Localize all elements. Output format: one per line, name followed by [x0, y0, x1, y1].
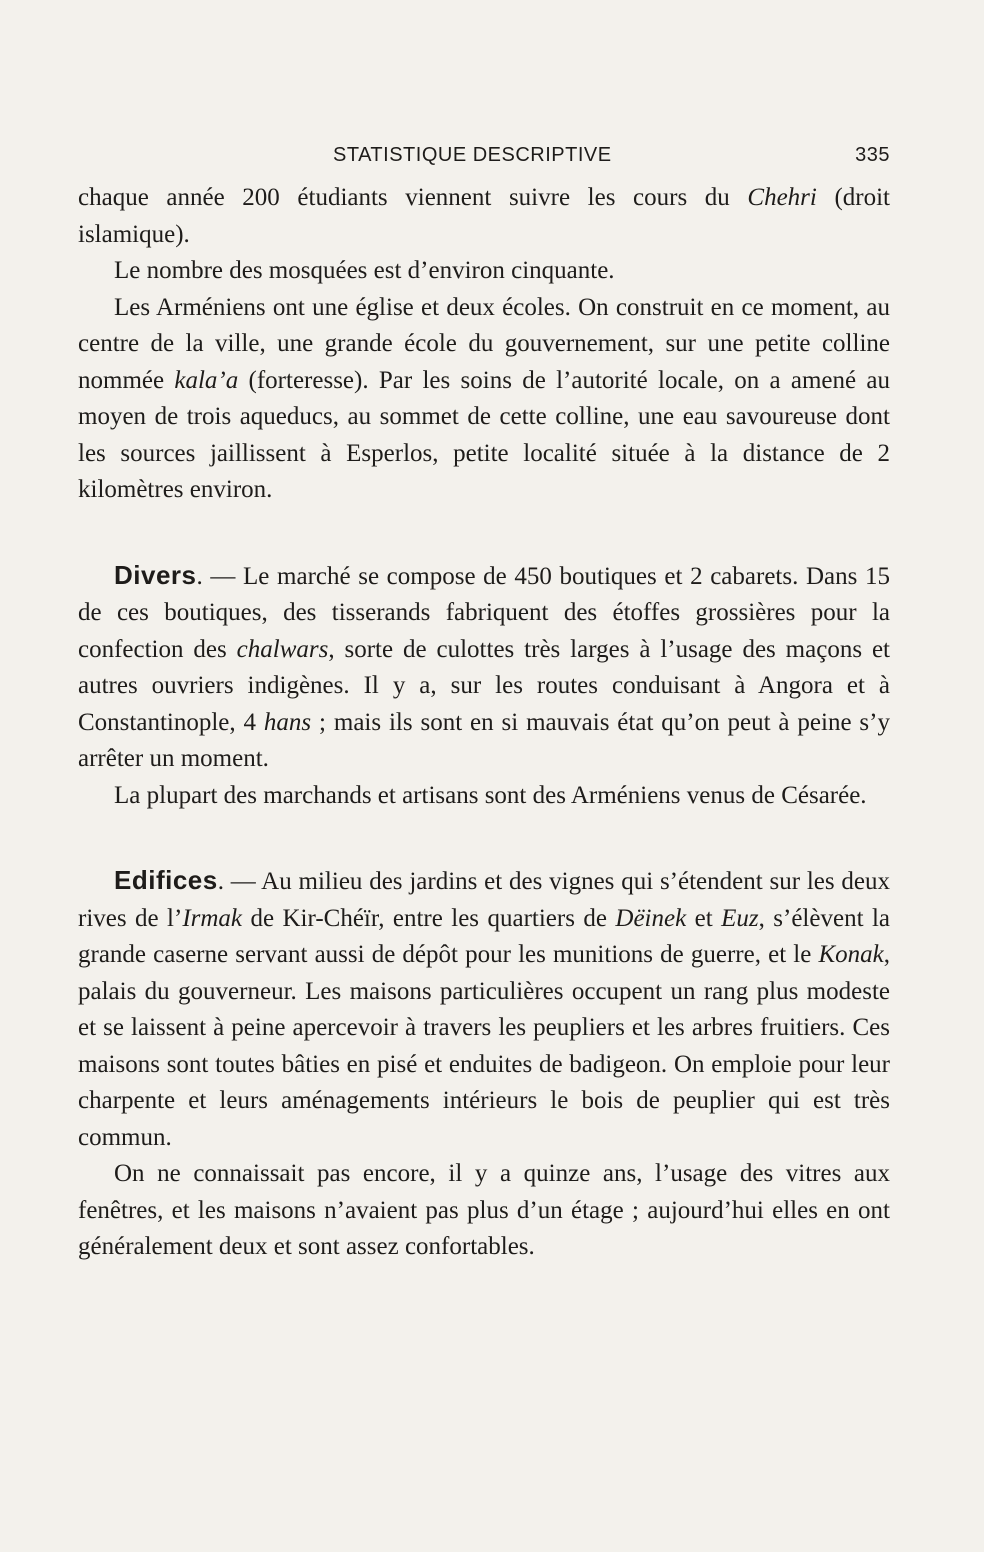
running-title: STATISTIQUE DESCRIPTIVE [333, 144, 612, 166]
paragraph-continuation: chaque année 200 étudiants viennent suivre les cours du Chehri (droit islamique). [78, 184, 891, 248]
paragraph-mosques: Le nombre des mosquées est d’environ cinquante. [114, 257, 615, 284]
page [78, 140, 890, 1266]
paragraph-marchands: La plupart des marchands et artisans sont des Arméniens venus de Césarée. [114, 781, 867, 809]
page-number: 335 [855, 144, 890, 166]
section-heading-divers: Divers [114, 559, 197, 590]
running-header [78, 140, 890, 180]
paragraph-vitres: On ne connaissait pas encore, il y a quinze ans, l’usage des vitres aux fenêtres, et les maisons n’avaient pas plus d’un étage ; aujourd’hui elles en ont généralement deux et sont assez confortables. [78, 1160, 890, 1260]
section-heading-edifices: Edifices [114, 865, 218, 895]
paragraph-armeniens: Les Arméniens ont une église et deux écoles. On construit en ce moment, au centre de la ville, une grande école du gouvernement, sur une petite colline nommée kala’a (forteresse). Par les soins de l’autorité locale, on a amené au moyen de trois aqueducs, au sommet de cette colline, une eau savoureuse dont les sources jaillissent à Esperlos, petite localité située à la distance de 2 kilomètres environ. [78, 293, 890, 503]
paragraph-edifices: Edifices. — Au milieu des jardins et des vignes qui s’étendent sur les deux rives de l’Irmak de Kir-Chéïr, entre les quartiers de Dëinek et Euz, s’élèvent la grande caserne servant aussi de dépôt pour les munitions de guerre, et le Konak, palais du gouverneur. Les maisons particulières occupent un rang plus modeste et se laissent à peine apercevoir à travers les peupliers et les arbres fruitiers. Ces maisons sont toutes bâties en pisé et enduites de badigeon. On emploie pour leur charpente et leurs aménagements intérieurs le bois de peuplier qui est très commun. [78, 865, 890, 1151]
paragraph-divers: Divers. — Le marché se compose de 450 boutiques et 2 cabarets. Dans 15 de ces boutiques, des tisserands fabriquent des étoffes grossières pour la confection des chalwars, sorte de culottes très larges à l’usage des maçons et autres ouvriers indigènes. Il y a, sur les routes conduisant à Angora et à Constantinople, 4 hans ; mais ils sont en si mauvais état qu’on peut à peine s’y arrêter un moment. [78, 559, 890, 772]
